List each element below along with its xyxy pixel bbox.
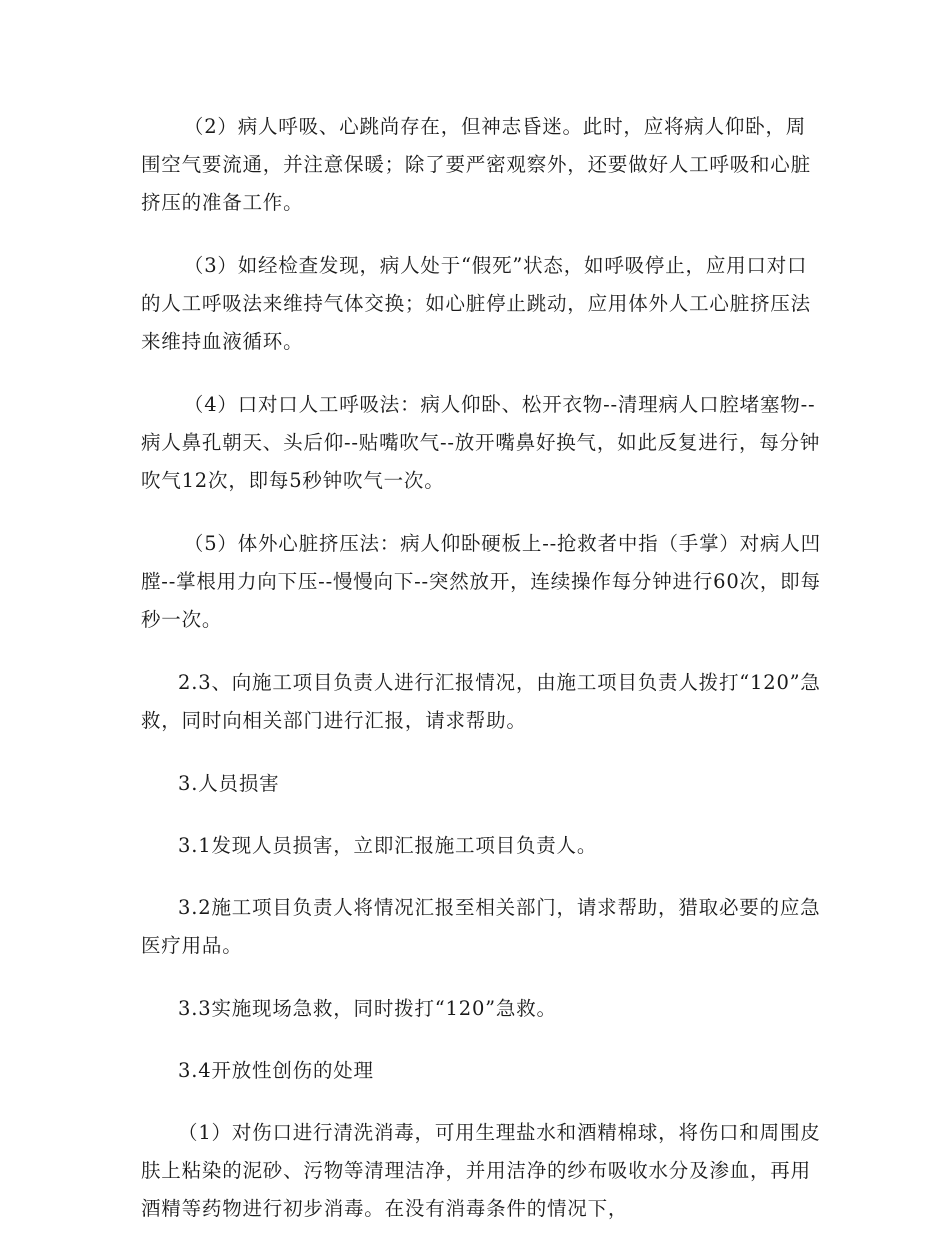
section-heading-open-wound: 3.4开放性创伤的处理 — [178, 1059, 374, 1082]
paragraph-unconscious-patient: （2）病人呼吸、心跳尚存在，但神志昏迷。此时，应将病人仰卧，周围空气要流通，并注意保暖；除了要严密观察外，还要做好人工呼吸和心脏挤压的准备工作。 — [141, 115, 811, 214]
document-body — [141, 108, 821, 1253]
paragraph-3-1: 3.1发现人员损害，立即汇报施工项目负责人。 — [178, 834, 598, 857]
paragraph-wound-cleaning: （1）对伤口进行清洗消毒，可用生理盐水和酒精棉球，将伤口和周围皮肤上粘染的泥砂、污物等清理洁净，并用洁净的纱布吸收水分及渗血，再用酒精等药物进行初步消毒。在没有消毒条件的情况下， — [141, 1121, 821, 1220]
section-heading-personnel-injury: 3.人员损害 — [178, 772, 280, 795]
paragraph-mouth-to-mouth: （4）口对口人工呼吸法：病人仰卧、松开衣物--清理病人口腔堵塞物--病人鼻孔朝天、头后仰--贴嘴吹气--放开嘴鼻好换气，如此反复进行，每分钟吹气12次，即每5秒钟吹气一次。 — [141, 393, 821, 492]
paragraph-3-2: 3.2施工项目负责人将情况汇报至相关部门，请求帮助，猎取必要的应急医疗用品。 — [141, 896, 821, 957]
paragraph-suspended-animation: （3）如经检查发现，病人处于“假死”状态，如呼吸停止，应用口对口的人工呼吸法来维持气体交换；如心脏停止跳动，应用体外人工心脏挤压法来维持血液循环。 — [141, 254, 811, 353]
paragraph-chest-compression: （5）体外心脏挤压法：病人仰卧硬板上--抢救者中指（手掌）对病人凹膛--掌根用力向下压--慢慢向下--突然放开，连续操作每分钟进行60次，即每秒一次。 — [141, 532, 821, 631]
paragraph-3-3: 3.3实施现场急救，同时拨打“120”急救。 — [178, 997, 557, 1020]
paragraph-report-emergency: 2.3、向施工项目负责人进行汇报情况，由施工项目负责人拨打“120”急救，同时向相关部门进行汇报，请求帮助。 — [141, 671, 821, 732]
